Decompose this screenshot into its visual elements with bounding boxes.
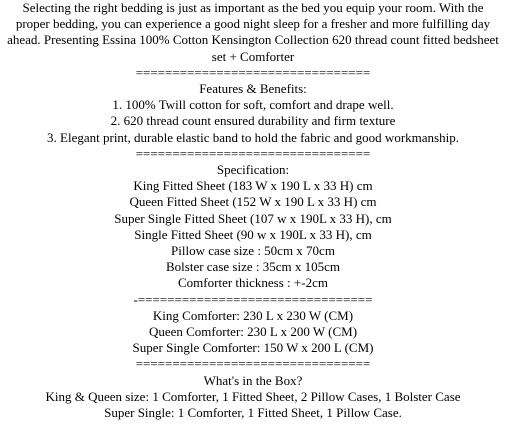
features-heading: Features & Benefits: <box>199 81 307 97</box>
comforter-item: Queen Comforter: 230 L x 200 W (CM) <box>148 324 358 340</box>
box-heading: What's in the Box? <box>203 372 303 388</box>
spec-item: Comforter thickness : +-2cm <box>178 275 328 291</box>
feature-item: 3. Elegant print, durable elastic band to hold the fabric and good workmanship. <box>47 129 459 145</box>
separator: ================================ <box>135 145 371 161</box>
feature-item: 2. 620 thread count ensured durability and firm texture <box>110 113 396 129</box>
comforter-item: King Comforter: 230 L x 230 W (CM) <box>152 307 354 323</box>
spec-item: King Fitted Sheet (183 W x 190 L x 33 H) cm <box>133 178 373 194</box>
specification-heading: Specification: <box>216 162 290 178</box>
spec-item: Pillow case size : 50cm x 70cm <box>171 243 335 259</box>
feature-item: 1. 100% Twill cotton for soft, comfort and drape well. <box>112 97 394 113</box>
spec-item: Single Fitted Sheet (90 w x 190L x 33 H), cm <box>134 226 372 242</box>
separator: ================================ <box>135 356 371 372</box>
spec-item: Queen Fitted Sheet (152 W x 190 L x 33 H) cm <box>129 194 377 210</box>
spec-item: Bolster case size : 35cm x 105cm <box>165 259 340 275</box>
box-item: King & Queen size: 1 Comforter, 1 Fitted Sheet, 2 Pillow Cases, 1 Bolster Case <box>45 388 461 404</box>
box-item: Super Single: 1 Comforter, 1 Fitted Sheet, 1 Pillow Case. <box>104 405 402 421</box>
separator: ================================ <box>135 64 371 80</box>
separator: -================================ <box>133 291 373 307</box>
comforter-item: Super Single Comforter: 150 W x 200 L (CM) <box>132 340 374 356</box>
spec-item: Super Single Fitted Sheet (107 w x 190L x 33 H), cm <box>114 210 392 226</box>
intro-paragraph: Selecting the right bedding is just as important as the bed you equip your room. With the proper bedding, you can experience a good night sleep for a fresher and more fulfilling day ahead. Presenting Essina 100% Cotton Kensington Collection 620 thread count fitted bedsheet set + Comforter <box>7 0 499 64</box>
